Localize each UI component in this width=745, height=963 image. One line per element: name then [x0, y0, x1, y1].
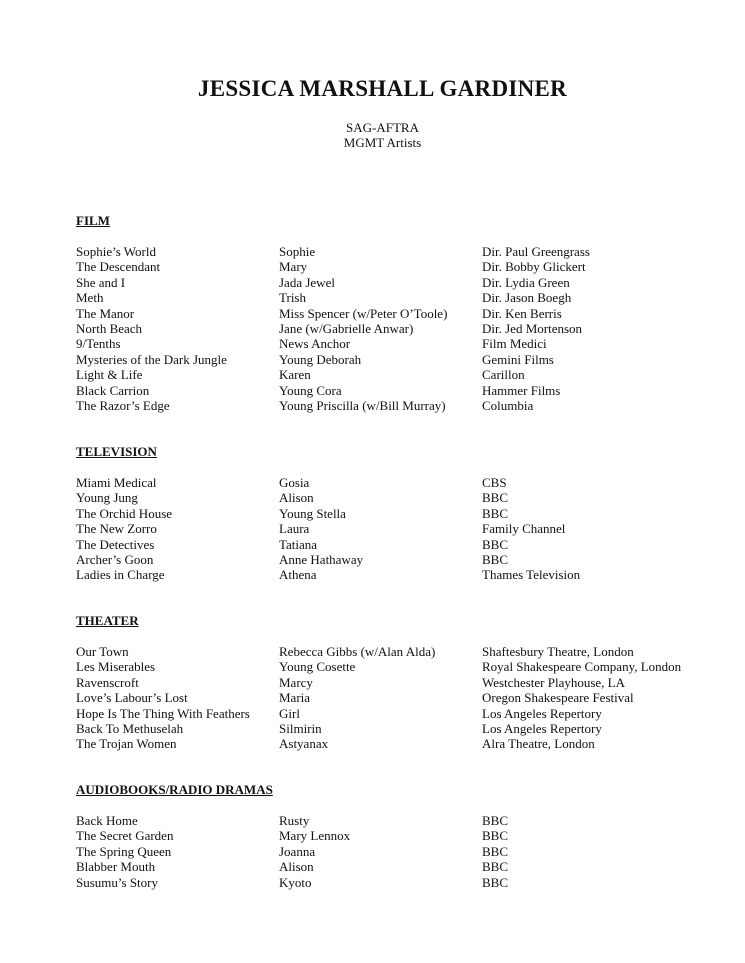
credit-title: The Spring Queen [76, 843, 172, 859]
credit-role: Alison [279, 859, 314, 875]
credit-director-or-company: CBS [482, 475, 507, 490]
credit-title: Love’s Labour’s Lost [76, 690, 188, 706]
credit-role: Trish [279, 290, 306, 306]
credit-row [76, 367, 716, 382]
credit-director-or-company: BBC [482, 859, 509, 875]
credit-director-or-company: BBC [482, 843, 509, 859]
credit-role: Kyoto [279, 874, 312, 890]
credit-role: Young Deborah [279, 351, 362, 367]
credit-role: News Anchor [279, 336, 351, 352]
credit-row [76, 552, 716, 567]
credit-director-or-company: Oregon Shakespeare Festival [482, 690, 634, 706]
credit-role: Silmirin [279, 720, 322, 736]
credit-director-or-company: Gemini Films [482, 351, 554, 367]
credit-row [76, 506, 716, 521]
credit-title: Les Miserables [76, 659, 156, 675]
credit-row [76, 828, 716, 843]
credit-row [76, 244, 716, 259]
credit-role: Astyanax [279, 736, 329, 752]
credit-title: Susumu’s Story [76, 874, 158, 890]
credit-director-or-company: Westchester Playhouse, LA [482, 674, 625, 690]
credit-director-or-company: Hammer Films [482, 382, 561, 398]
credit-title: Back Home [76, 813, 138, 828]
credit-director-or-company: Columbia [482, 397, 534, 413]
credit-row [76, 875, 716, 890]
credit-title: Ladies in Charge [76, 567, 165, 583]
credit-title: Back To Methuselah [76, 720, 184, 736]
credit-role: Mary [279, 259, 308, 275]
credit-role: Laura [279, 521, 310, 537]
credit-role: Young Priscilla (w/Bill Murray) [279, 397, 446, 413]
credit-director-or-company: BBC [482, 828, 509, 844]
credit-director-or-company: BBC [482, 490, 509, 506]
credit-row [76, 398, 716, 413]
credit-role: Alison [279, 490, 314, 506]
credit-director-or-company: Royal Shakespeare Company, London [482, 659, 682, 675]
credit-row [76, 567, 716, 582]
section-title-film: FILM [76, 213, 110, 228]
credit-row [76, 644, 716, 659]
credit-role: Sophie [279, 244, 316, 259]
credit-director-or-company: Carillon [482, 367, 525, 383]
credit-director-or-company: Dir. Jason Boegh [482, 290, 572, 306]
credit-row [76, 675, 716, 690]
credit-role: Young Cora [279, 382, 342, 398]
credits-list [76, 244, 716, 413]
credit-title: Miami Medical [76, 475, 157, 490]
credit-title: The Trojan Women [76, 736, 177, 752]
credit-title: Our Town [76, 644, 129, 659]
credit-title: Sophie’s World [76, 244, 156, 259]
credit-director-or-company: Los Angeles Repertory [482, 720, 602, 736]
credit-title: The Detectives [76, 536, 155, 552]
section-title-television: TELEVISION [76, 444, 157, 459]
credit-title: Light & Life [76, 367, 143, 383]
credit-title: The Razor’s Edge [76, 397, 170, 413]
credit-row [76, 537, 716, 552]
credit-row [76, 259, 716, 274]
credit-row [76, 290, 716, 305]
credit-title: Meth [76, 290, 104, 306]
credit-role: Anne Hathaway [279, 551, 364, 567]
credit-role: Mary Lennox [279, 828, 351, 844]
credit-role: Young Stella [279, 505, 346, 521]
credit-director-or-company: Film Medici [482, 336, 547, 352]
credit-row [76, 736, 716, 751]
credit-title: 9/Tenths [76, 336, 121, 352]
credit-row [76, 275, 716, 290]
credit-title: Blabber Mouth [76, 859, 156, 875]
section-title-audiobooks: AUDIOBOOKS/RADIO DRAMAS [76, 782, 273, 797]
credit-title: Archer’s Goon [76, 551, 154, 567]
credit-director-or-company: BBC [482, 505, 509, 521]
credit-director-or-company: BBC [482, 813, 509, 828]
credit-director-or-company: BBC [482, 551, 509, 567]
credit-title: Young Jung [76, 490, 138, 506]
credit-director-or-company: BBC [482, 874, 509, 890]
credit-row [76, 721, 716, 736]
credit-role: Gosia [279, 475, 310, 490]
credit-row [76, 521, 716, 536]
credit-director-or-company: Los Angeles Repertory [482, 705, 602, 721]
credit-director-or-company: Alra Theatre, London [482, 736, 595, 752]
section-title-theater: THEATER [76, 613, 139, 628]
credit-title: The Descendant [76, 259, 161, 275]
credit-row [76, 813, 716, 828]
credit-director-or-company: Dir. Paul Greengrass [482, 244, 590, 259]
credit-row [76, 659, 716, 674]
credit-director-or-company: BBC [482, 536, 509, 552]
credit-role: Jada Jewel [279, 274, 335, 290]
credit-row [76, 383, 716, 398]
credit-role: Joanna [279, 843, 316, 859]
credit-director-or-company: Dir. Jed Mortenson [482, 320, 583, 336]
credit-title: The Manor [76, 305, 135, 321]
credit-row [76, 706, 716, 721]
credit-title: She and I [76, 274, 126, 290]
credit-role: Marcy [279, 674, 313, 690]
agency-name: MGMT Artists [343, 135, 422, 150]
credit-title: North Beach [76, 320, 143, 336]
credit-row [76, 859, 716, 874]
credit-title: Hope Is The Thing With Feathers [76, 705, 250, 721]
credits-list [76, 813, 716, 890]
credit-role: Rusty [279, 813, 310, 828]
credit-role: Miss Spencer (w/Peter O’Toole) [279, 305, 448, 321]
credit-row [76, 321, 716, 336]
credit-role: Young Cosette [279, 659, 356, 675]
credit-row [76, 352, 716, 367]
credit-row [76, 690, 716, 705]
credit-director-or-company: Shaftesbury Theatre, London [482, 644, 634, 659]
credit-director-or-company: Dir. Ken Berris [482, 305, 562, 321]
credit-director-or-company: Thames Television [482, 567, 581, 583]
credit-title: The Orchid House [76, 505, 173, 521]
credit-role: Girl [279, 705, 300, 721]
section-theater [76, 613, 716, 752]
credit-row [76, 844, 716, 859]
credit-row [76, 336, 716, 351]
section-television [76, 444, 716, 583]
credit-row [76, 490, 716, 505]
section-audiobooks [76, 782, 716, 890]
credit-director-or-company: Dir. Lydia Green [482, 274, 570, 290]
credit-director-or-company: Family Channel [482, 521, 566, 537]
union-affiliation: SAG-AFTRA [346, 120, 419, 135]
section-film [76, 213, 716, 413]
credit-role: Maria [279, 690, 311, 706]
credit-title: Black Carrion [76, 382, 150, 398]
credit-title: Mysteries of the Dark Jungle [76, 351, 227, 367]
actor-name: JESSICA MARSHALL GARDINER [197, 76, 568, 101]
credit-role: Karen [279, 367, 311, 383]
credit-director-or-company: Dir. Bobby Glickert [482, 259, 586, 275]
credit-role: Rebecca Gibbs (w/Alan Alda) [279, 644, 436, 659]
credits-list [76, 475, 716, 583]
credit-title: The Secret Garden [76, 828, 174, 844]
credit-row [76, 475, 716, 490]
credit-title: The New Zorro [76, 521, 157, 537]
credit-role: Athena [279, 567, 317, 583]
credits-list [76, 644, 716, 752]
credit-row [76, 306, 716, 321]
credit-role: Jane (w/Gabrielle Anwar) [279, 320, 414, 336]
credit-role: Tatiana [279, 536, 318, 552]
credit-title: Ravenscroft [76, 674, 139, 690]
